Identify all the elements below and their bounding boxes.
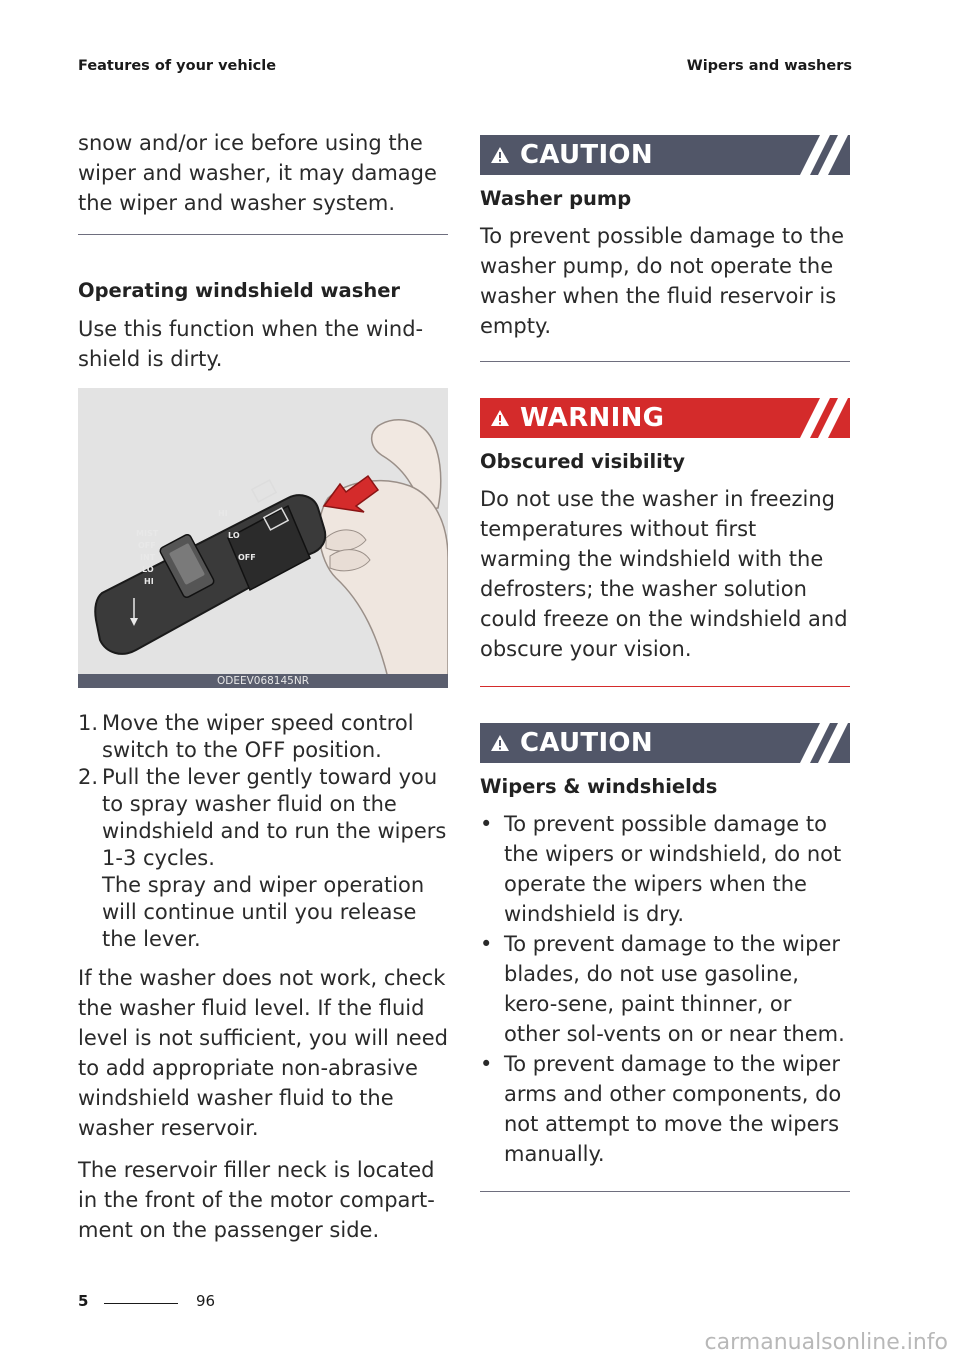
figure-caption: ODEEV068145NR — [78, 674, 448, 688]
washer-check-paragraph: If the washer does not work, check the washer fluid level. If the fluid level is not sufficient, you will need to add appropriate non-abrasive windshield washer fluid to the washer reservoir. — [78, 966, 448, 1140]
caution-banner — [480, 135, 850, 175]
page-footer — [78, 1292, 216, 1310]
left-column — [78, 128, 448, 1245]
chapter-number: 5 — [78, 1292, 89, 1310]
warning-title-visibility: Obscured visibility — [480, 450, 685, 473]
banner-stripes-icon — [790, 398, 850, 438]
warning-text-visibility: Do not use the washer in freezing temperatures without first warming the windshield with the defrosters; the washer solution could freeze on the windshield and obscure your vision. — [480, 487, 848, 661]
subheading-operating-washer: Operating windshield washer — [78, 279, 401, 302]
caution-bullet: • To prevent possible damage to the wipers or windshield, do not operate the wipers when the windshield is dry. — [480, 812, 842, 926]
banner-stripes-icon — [790, 135, 850, 175]
step-list — [78, 710, 448, 953]
lever-label-mist: MIST — [136, 529, 159, 538]
footer-rule — [104, 1303, 178, 1304]
wiper-lever-illustration — [78, 388, 448, 688]
reservoir-location-paragraph: The reservoir filler neck is located in the front of the motor compart-ment on the passenger side. — [78, 1158, 435, 1242]
caution-bullet: • To prevent damage to the wiper blades, do not use gasoline, kero-sene, paint thinner, or other sol-vents on or near them. — [480, 932, 845, 1046]
wiper-lever-figure — [78, 388, 448, 688]
caution-title-wipers: Wipers & windshields — [480, 775, 718, 798]
page-number: 96 — [196, 1292, 216, 1310]
knob-label-lo: LO — [228, 531, 240, 540]
caution-banner-wipers — [480, 723, 850, 763]
step-1: 1. Move the wiper speed control switch to the OFF position. — [78, 711, 414, 762]
intro-text: snow and/or ice before using the wiper and washer, it may damage the wiper and washer system. — [78, 131, 437, 215]
warning-banner — [480, 398, 850, 438]
warning-triangle-icon — [490, 145, 510, 165]
step-2: 2. Pull the lever gently toward you to spray washer fluid on the windshield and to run the wipers 1-3 cycles. The spray and wiper operation will continue until you release the lever. — [78, 765, 447, 951]
banner-stripes-icon — [790, 723, 850, 763]
caution-divider-bottom — [480, 1191, 850, 1192]
caution-label: CAUTION — [520, 140, 653, 170]
warning-triangle-icon — [490, 408, 510, 428]
caution-bullet: • To prevent damage to the wiper arms and other components, do not attempt to move the wipers manually. — [480, 1052, 842, 1166]
knob-label-hi: HI — [218, 509, 228, 518]
caution-text-washer-pump: To prevent possible damage to the washer pump, do not operate the washer when the fluid reservoir is empty. — [480, 224, 845, 338]
caution-title-washer-pump: Washer pump — [480, 187, 632, 210]
right-column — [480, 135, 850, 1192]
lever-label-hi: HI — [144, 577, 154, 586]
lever-label-off: OFF — [138, 541, 156, 550]
lever-label-lo: LO — [142, 565, 154, 574]
knob-label-off: OFF — [238, 553, 256, 562]
running-header-topic: Wipers and washers — [686, 58, 852, 74]
warning-triangle-icon — [490, 733, 510, 753]
running-header-section: Features of your vehicle — [78, 58, 277, 74]
caution-bullet-list — [480, 809, 850, 1169]
site-watermark: carmanualsonline.info — [704, 1330, 948, 1355]
lead-text: Use this function when the wind-shield is dirty. — [78, 317, 424, 371]
lever-label-int: INT — [140, 553, 156, 562]
caution-label-wipers: CAUTION — [520, 728, 653, 758]
warning-label: WARNING — [520, 403, 665, 433]
